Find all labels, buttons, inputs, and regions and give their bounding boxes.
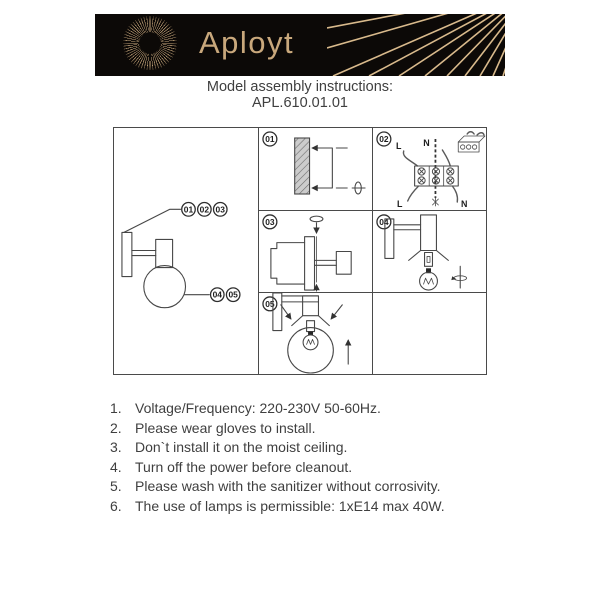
bulb-filament	[307, 339, 315, 344]
list-item	[110, 497, 530, 517]
step-04-drawing	[373, 211, 486, 292]
step-03-badge: 03	[265, 216, 275, 227]
socket	[425, 252, 433, 266]
lamp-overview-drawing	[114, 128, 258, 374]
step-01-drawing	[259, 128, 372, 210]
item-number: 3.	[110, 439, 122, 456]
item-number: 5.	[110, 478, 122, 495]
list-item	[110, 438, 530, 458]
step-04-badge: 04	[379, 216, 389, 227]
wire-label-N-bottom: N	[460, 198, 468, 210]
wall-plate	[122, 232, 132, 276]
lamp-holder	[303, 296, 319, 316]
starburst-logo-icon	[123, 16, 177, 70]
subtitle-block	[0, 80, 600, 111]
step-05-badge: 05	[265, 298, 275, 309]
wire-label-L-bottom: L	[397, 198, 403, 210]
mounting-plate	[305, 237, 315, 290]
terminal-block-mini-icon	[458, 132, 485, 152]
screw-head-top	[310, 216, 323, 222]
glass-globe	[144, 266, 186, 308]
item-text: Please wear gloves to install.	[135, 419, 316, 436]
callout-badge-03	[214, 203, 228, 217]
item-text: Voltage/Frequency: 220-230V 50-60Hz.	[135, 400, 381, 416]
item-number: 6.	[110, 497, 122, 514]
mounting-bracket	[318, 148, 332, 188]
item-number: 1.	[110, 400, 122, 416]
instruction-list	[110, 399, 530, 517]
item-text: The use of lamps is permissible: 1xE14 max 40W.	[135, 497, 445, 514]
item-text: Please wash with the sanitizer without corrosivity.	[135, 478, 441, 495]
callout-badge-04	[211, 288, 225, 302]
step-panel-05	[258, 292, 372, 374]
terminal-block	[415, 166, 459, 186]
svg-text:04: 04	[212, 289, 222, 300]
step-02-badge: 02	[379, 133, 389, 145]
list-item	[110, 419, 530, 439]
light-bulb	[303, 335, 318, 350]
lamp-holder	[336, 252, 351, 275]
overview-panel	[114, 128, 258, 374]
starburst-core	[139, 32, 161, 54]
item-text: Turn off the power before cleanout.	[135, 458, 353, 475]
step-panel-02	[372, 128, 486, 210]
model-number: APL.610.01.01	[252, 94, 348, 111]
lamp-holder	[156, 239, 173, 267]
list-item	[110, 399, 530, 419]
attach-arrow-right	[331, 305, 342, 319]
svg-text:03: 03	[215, 204, 225, 215]
wire-bottom-right	[452, 186, 457, 202]
empty-panel	[372, 292, 486, 374]
bulb-filament	[424, 278, 434, 284]
callout-line-top	[124, 209, 181, 232]
svg-text:05: 05	[228, 289, 238, 300]
step-panel-03	[258, 210, 372, 292]
earth-star-symbol	[432, 198, 438, 206]
callout-badge-05	[226, 288, 240, 302]
lamp-holder	[421, 215, 437, 251]
item-text: Don`t install it on the moist ceiling.	[135, 439, 348, 456]
list-item	[110, 477, 530, 497]
light-bulb	[420, 272, 438, 290]
wire-top-left	[403, 151, 417, 166]
wire-bottom-left	[408, 186, 419, 201]
gold-rays-decoration	[327, 14, 505, 76]
page-title: Model assembly instructions:	[206, 79, 394, 95]
svg-text:02: 02	[199, 204, 210, 215]
canopy-cover	[271, 243, 305, 284]
wire-top-right	[442, 150, 450, 166]
item-number: 4.	[110, 458, 122, 475]
step-panel-04	[372, 210, 486, 292]
callout-badge-01	[182, 203, 196, 217]
wire-label-L-top: L	[396, 140, 402, 152]
wire-label-N-top: N	[423, 137, 430, 149]
callout-badge-02	[198, 203, 212, 217]
item-number: 2.	[110, 419, 122, 436]
svg-text:01: 01	[183, 204, 194, 215]
socket	[307, 321, 315, 332]
step-05-drawing	[259, 293, 372, 374]
brand-logo-text: Aployt	[199, 25, 295, 61]
assembly-diagram	[113, 127, 487, 375]
rotate-icon	[451, 266, 466, 288]
step-panel-01	[258, 128, 372, 210]
brand-banner	[95, 14, 505, 76]
step-01-badge: 01	[265, 133, 275, 145]
wall-section	[295, 138, 310, 194]
step-02-drawing	[373, 128, 486, 210]
list-item	[110, 458, 530, 478]
step-03-drawing	[259, 211, 372, 292]
